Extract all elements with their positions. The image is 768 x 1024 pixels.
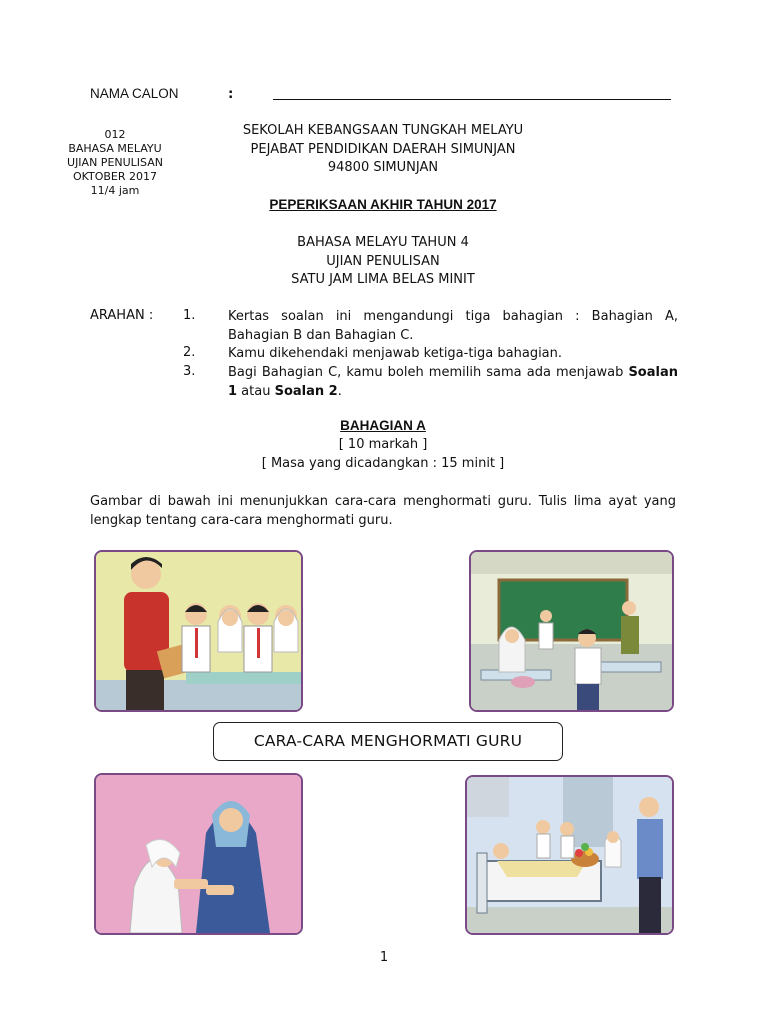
subject-line-2: UJIAN PENULISAN — [326, 253, 440, 269]
picture-salam-teacher — [94, 773, 303, 935]
picture-greeting-teacher — [94, 550, 303, 712]
school-block — [200, 122, 566, 178]
question-instruction: Gambar di bawah ini menunjukkan cara-cara menghormati guru. Tulis lima ayat yang lengkap tentang cara-cara menghormati guru. — [90, 494, 676, 528]
instruction-text: Kamu dikehendaki menjawab ketiga-tiga bahagian. — [228, 346, 563, 361]
instruction-text: Kertas soalan ini mengandungi tiga bahagian : Bahagian A, Bahagian B dan Bahagian C. — [228, 309, 678, 343]
school-district: PEJABAT PENDIDIKAN DAERAH SIMUNJAN — [250, 141, 516, 157]
picture-helping-teacher — [469, 550, 674, 712]
paper-duration: 11/4 jam — [90, 184, 140, 197]
exam-title: PEPERIKSAAN AKHIR TAHUN 2017 — [269, 197, 497, 212]
picture-visit-sick-teacher — [465, 775, 674, 935]
paper-subject: BAHASA MELAYU — [68, 142, 162, 155]
section-marks: [ 10 markah ] — [338, 437, 428, 452]
subject-line-3: SATU JAM LIMA BELAS MINIT — [291, 272, 475, 287]
instruction-bold-soalan-2: Soalan 2 — [274, 383, 338, 399]
school-postcode: 94800 SIMUNJAN — [327, 160, 439, 175]
candidate-name-colon: : — [228, 86, 234, 102]
paper-code: 012 — [104, 128, 126, 141]
paper-date: OKTOBER 2017 — [72, 170, 158, 183]
instructions-label: ARAHAN : — [90, 308, 154, 323]
instruction-number: 1. — [183, 308, 196, 323]
candidate-name-label: NAMA CALON — [90, 86, 179, 101]
section-title: BAHAGIAN A — [340, 418, 426, 433]
candidate-name-line[interactable] — [273, 99, 671, 100]
instruction-text-part: . — [337, 383, 342, 399]
instruction-text-part: Bagi Bahagian C, kamu boleh memilih sama ada menjawab — [228, 365, 629, 380]
instruction-text-part: atau — [237, 383, 275, 399]
instruction-number: 3. — [183, 364, 196, 379]
school-name: SEKOLAH KEBANGSAAN TUNGKAH MELAYU — [242, 123, 524, 138]
instruction-bold-soalan-1: Soalan 1 — [228, 365, 678, 399]
subject-block — [200, 234, 566, 290]
paper-info — [60, 128, 170, 198]
section-time: [ Masa yang dicadangkan : 15 minit ] — [261, 456, 505, 471]
instruction-number: 2. — [183, 345, 196, 360]
paper-type: UJIAN PENULISAN — [67, 156, 163, 169]
instruction-text — [228, 364, 678, 401]
topic-box: CARA-CARA MENGHORMATI GURU — [213, 722, 563, 761]
page-number: 1 — [379, 950, 389, 965]
subject-line-1: BAHASA MELAYU TAHUN 4 — [297, 235, 469, 250]
